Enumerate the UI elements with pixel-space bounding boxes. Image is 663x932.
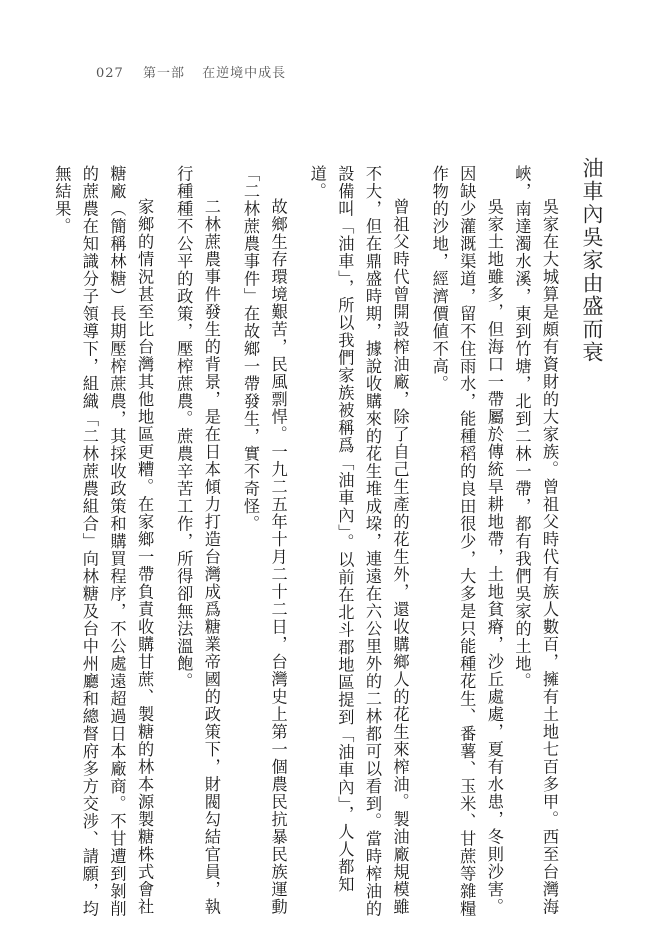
text-column: 作物的沙地，經濟價値不高。 <box>429 165 449 393</box>
page-number: 027 <box>96 66 124 81</box>
text-column: 不大，但在鼎盛時期，據說收購來的花生堆成垜，連遠在六公里外的二林都可以看到。當時榨油的 <box>362 165 382 918</box>
part-title: 在逆境中成長 <box>202 66 287 81</box>
section-title: 油車內吳家由盛而衰 <box>580 157 604 364</box>
text-column: 二林蔗農事件發生的背景，是在日本傾力打造台灣成爲糖業帝國的政策下，財閥勾結官員，執 <box>201 197 221 915</box>
part-label: 第一部 <box>142 66 185 81</box>
vertical-text-page <box>52 157 604 918</box>
text-column: 因缺少灌溉渠道，留不住雨水，能種稻的良田很少，大多是只能種花生、番薯、玉米、甘蔗等雜糧 <box>457 165 477 918</box>
text-column: 設備叫「油車」，所以我們家族被稱爲「油車內」。以前在北斗郡地區提到「油車內」，人人都知 <box>335 165 355 894</box>
text-column: 吳家土地雖多，但海口一帶屬於傳統旱耕地帶，土地貧瘠，沙丘處處，夏有水患，冬則沙害。 <box>484 197 504 915</box>
text-column: 家鄉的情況甚至比台灣其他地區更糟。在家鄉一帶負責收購甘蔗、製糖的林本源製糖株式會社 <box>135 197 155 915</box>
text-column: 吳家在大城算是頗有資財的大家族。曾祖父時代有族人數百，擁有土地七百多甲。西至台灣海 <box>540 197 559 915</box>
text-column: 故鄉生存環境艱苦，民風剽悍。一九二五年十月二十二日，台灣史上第一個農民抗暴民族運動 <box>268 197 288 915</box>
text-column: 行種種不公平的政策，壓榨蔗農。蔗農辛苦工作，所得卻無法溫飽。 <box>174 165 194 690</box>
text-column: 道。 <box>307 165 327 200</box>
text-column: 無結果。 <box>52 165 72 235</box>
text-column: 峽，南達濁水溪，東到竹塘，北到二林一帶，都有我們吳家的土地。 <box>512 165 532 690</box>
text-column: 糖廠（簡稱林糖）長期壓榨蔗農，其採收政策和購買程序，不公處遠超過日本廠商。不甘遭到剝削 <box>107 165 127 918</box>
text-column: 「二林蔗農事件」在故鄉一帶發生，實不奇怪。 <box>241 165 260 533</box>
text-column: 的蔗農在知識分子領導下，組織「二林蔗農組合」向林糖及台中州廳和總督府多方交涉、請願，均 <box>79 165 99 918</box>
text-column: 曾祖父時代曾開設榨油廠，除了自己生產的花生外，還收購鄉人的花生來榨油。製油廠規模雖 <box>390 197 410 915</box>
running-header <box>96 62 286 81</box>
